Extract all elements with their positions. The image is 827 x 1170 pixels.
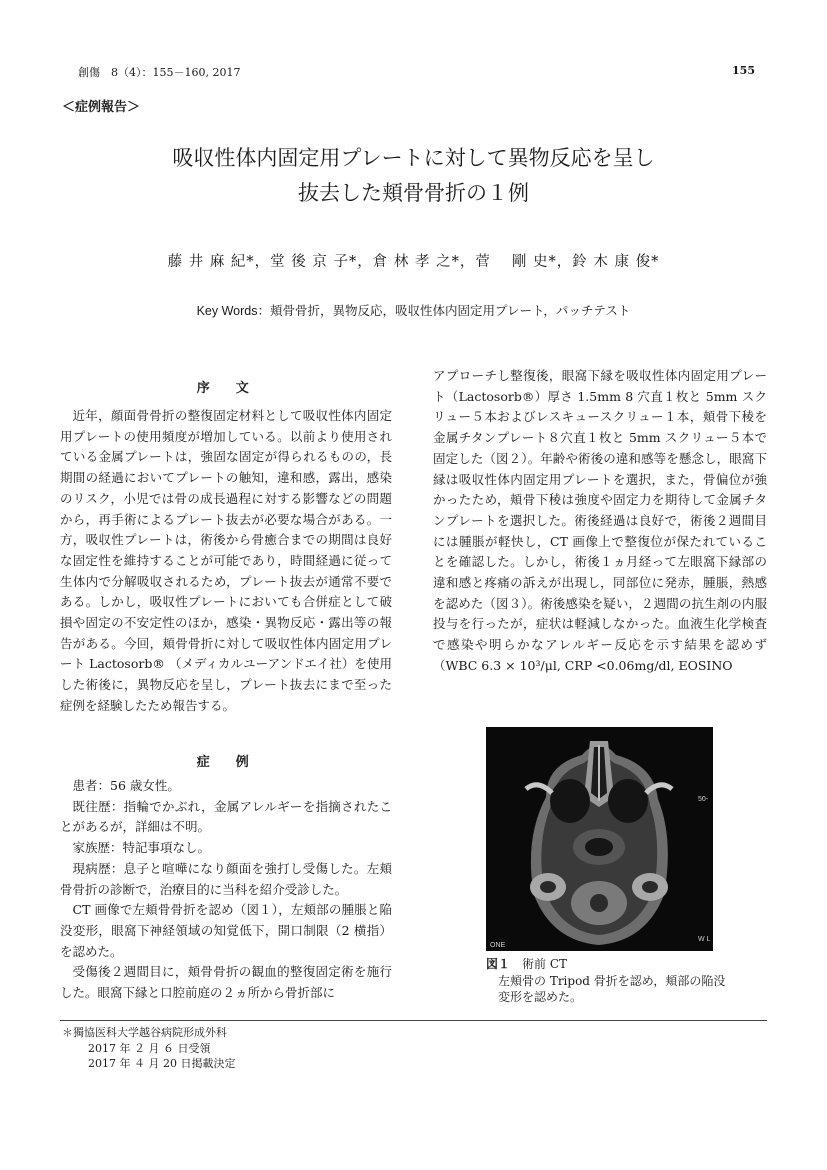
journal-citation: 創傷 8（4）：155－160, 2017 xyxy=(78,66,241,79)
footnote-affiliation: ＊獨協医科大学越谷病院形成外科 xyxy=(62,1026,227,1039)
right-paragraph: アプローチし整復後，眼窩下縁を吸収性体内固定用プレート（Lactosorb®）厚さ 1.5mm 8 穴直１枚と 5mm スクリュー５本およびレスキュースクリュー１本，頬骨下稜を金属チタンプレート８穴直１枚と 5mm スクリュー５本で固定した（図２）。年齢や術後の違和感等を懸念し，眼窩下縁は吸収性体内固定用プレートを選択，また，骨偏位が強かったため，頬骨下稜は強度や固定力を期待して金属チタンプレートを選択した。術後経過は良好で，術後２週間目には腫脹が軽快し，CT 画像上で整復位が保たれていることを確認した。しかし，術後１ヵ月経って左眼窩下縁部の違和感と疼痛の訴えが出現し，同部位に発赤，腫脹，熱感を認めた（図３）。術後感染を疑い，２週間の抗生剤の内服投与を行ったが，症状は軽減しなかった。血液生化学検査で感染や明らかなアレルギー反応を示す結果を認めず（WBC 6.3 × 10³/μl, CRP <0.06mg/dl, EOSINO xyxy=(433,368,767,673)
title-line-1: 吸収性体内固定用プレートに対して異物反応を呈し xyxy=(172,146,655,170)
caption-label: 図１ xyxy=(486,957,511,971)
author-list: 藤 井 麻 紀*，堂 後 京 子*，倉 林 孝 之*，菅 剛 史*，鈴 木 康 俊* xyxy=(167,254,660,270)
ct-image xyxy=(486,727,713,951)
article-title xyxy=(0,141,827,211)
caption-title: 術前 CT xyxy=(522,957,568,971)
intro-heading: 序 文 xyxy=(196,381,256,396)
case-section xyxy=(60,776,392,1004)
case-patient: 患者：56 歳女性。 xyxy=(72,778,180,793)
keywords-text: ：頬骨骨折，異物反応，吸収性体内固定用プレート，パッチテスト xyxy=(257,303,631,318)
footer-divider xyxy=(60,1020,767,1021)
case-family: 家族歴：特記事項なし。 xyxy=(72,840,211,856)
case-ct: CT 画像で左頬骨骨折を認め（図１），左頬部の腫脹と陥没変形，眼窩下神経領域の知覚低下，開口制限（2 横指）を認めた。 xyxy=(60,902,392,959)
article-type: ＜症例報告＞ xyxy=(62,100,141,115)
case-heading: 症 例 xyxy=(196,755,256,770)
page-number: 155 xyxy=(732,64,755,77)
case-history: 既往歴：指輪でかぶれ，金属アレルギーを指摘されたことがあるが，詳細は不明。 xyxy=(60,798,392,835)
case-present: 現病歴：息子と喧嘩になり顔面を強打し受傷した。左頬骨骨折の診断で，治療目的に当科を紹介受診した。 xyxy=(60,860,392,897)
right-column xyxy=(433,366,767,677)
intro-paragraph: 近年，顔面骨骨折の整復固定材料として吸収性体内固定用プレートの使用頻度が増加している。以前より使用されている金属プレートは，強固な固定が得られるものの，長期間の経過においてプレートの触知，違和感，露出，感染のリスク，小児では骨の成長過程に対する影響などの問題から，再手術によるプレート抜去が必要な場合がある。一方，吸収性プレートは，術後から骨癒合までの期間は良好な固定性を維持することが可能であり，時間経過に従って生体内で分解吸収されるため，プレート抜去が通常不要である。しかし，吸収性プレートにおいても合併症として破損や固定の不安定性のほか，感染・異物反応・露出等の報告がある。今回，頬骨骨折に対して吸収性体内固定用プレート Lactosorb® （メディカルユーアンドエイ社）を使用した術後に，異物反応を呈し，プレート抜去にまで至った症例を経験したため報告する。 xyxy=(60,408,392,713)
ct-label-right-top: 50- xyxy=(698,796,709,803)
keywords xyxy=(0,301,827,319)
footnote xyxy=(62,1025,235,1072)
case-surgery: 受傷後２週間目に，頬骨骨折の観血的整復固定術を施行した。眼窩下縁と口腔前庭の２ヵ所から骨折部に xyxy=(60,964,392,1001)
intro-section xyxy=(60,406,392,717)
figure-caption xyxy=(486,956,726,1006)
caption-text: 左頬骨の Tripod 骨折を認め，頬部の陥没変形を認めた。 xyxy=(498,973,726,1004)
keywords-label: Key Words xyxy=(196,304,258,318)
footnote-accepted: 2017 年 ４ 月 20 日掲載決定 xyxy=(88,1057,236,1070)
ct-label-left: ONE xyxy=(490,942,506,949)
title-line-2: 抜去した頬骨骨折の１例 xyxy=(298,181,529,205)
footnote-received: 2017 年 ２ 月 ６ 日受領 xyxy=(88,1041,211,1055)
ct-label-right-bottom: W L xyxy=(698,936,711,943)
